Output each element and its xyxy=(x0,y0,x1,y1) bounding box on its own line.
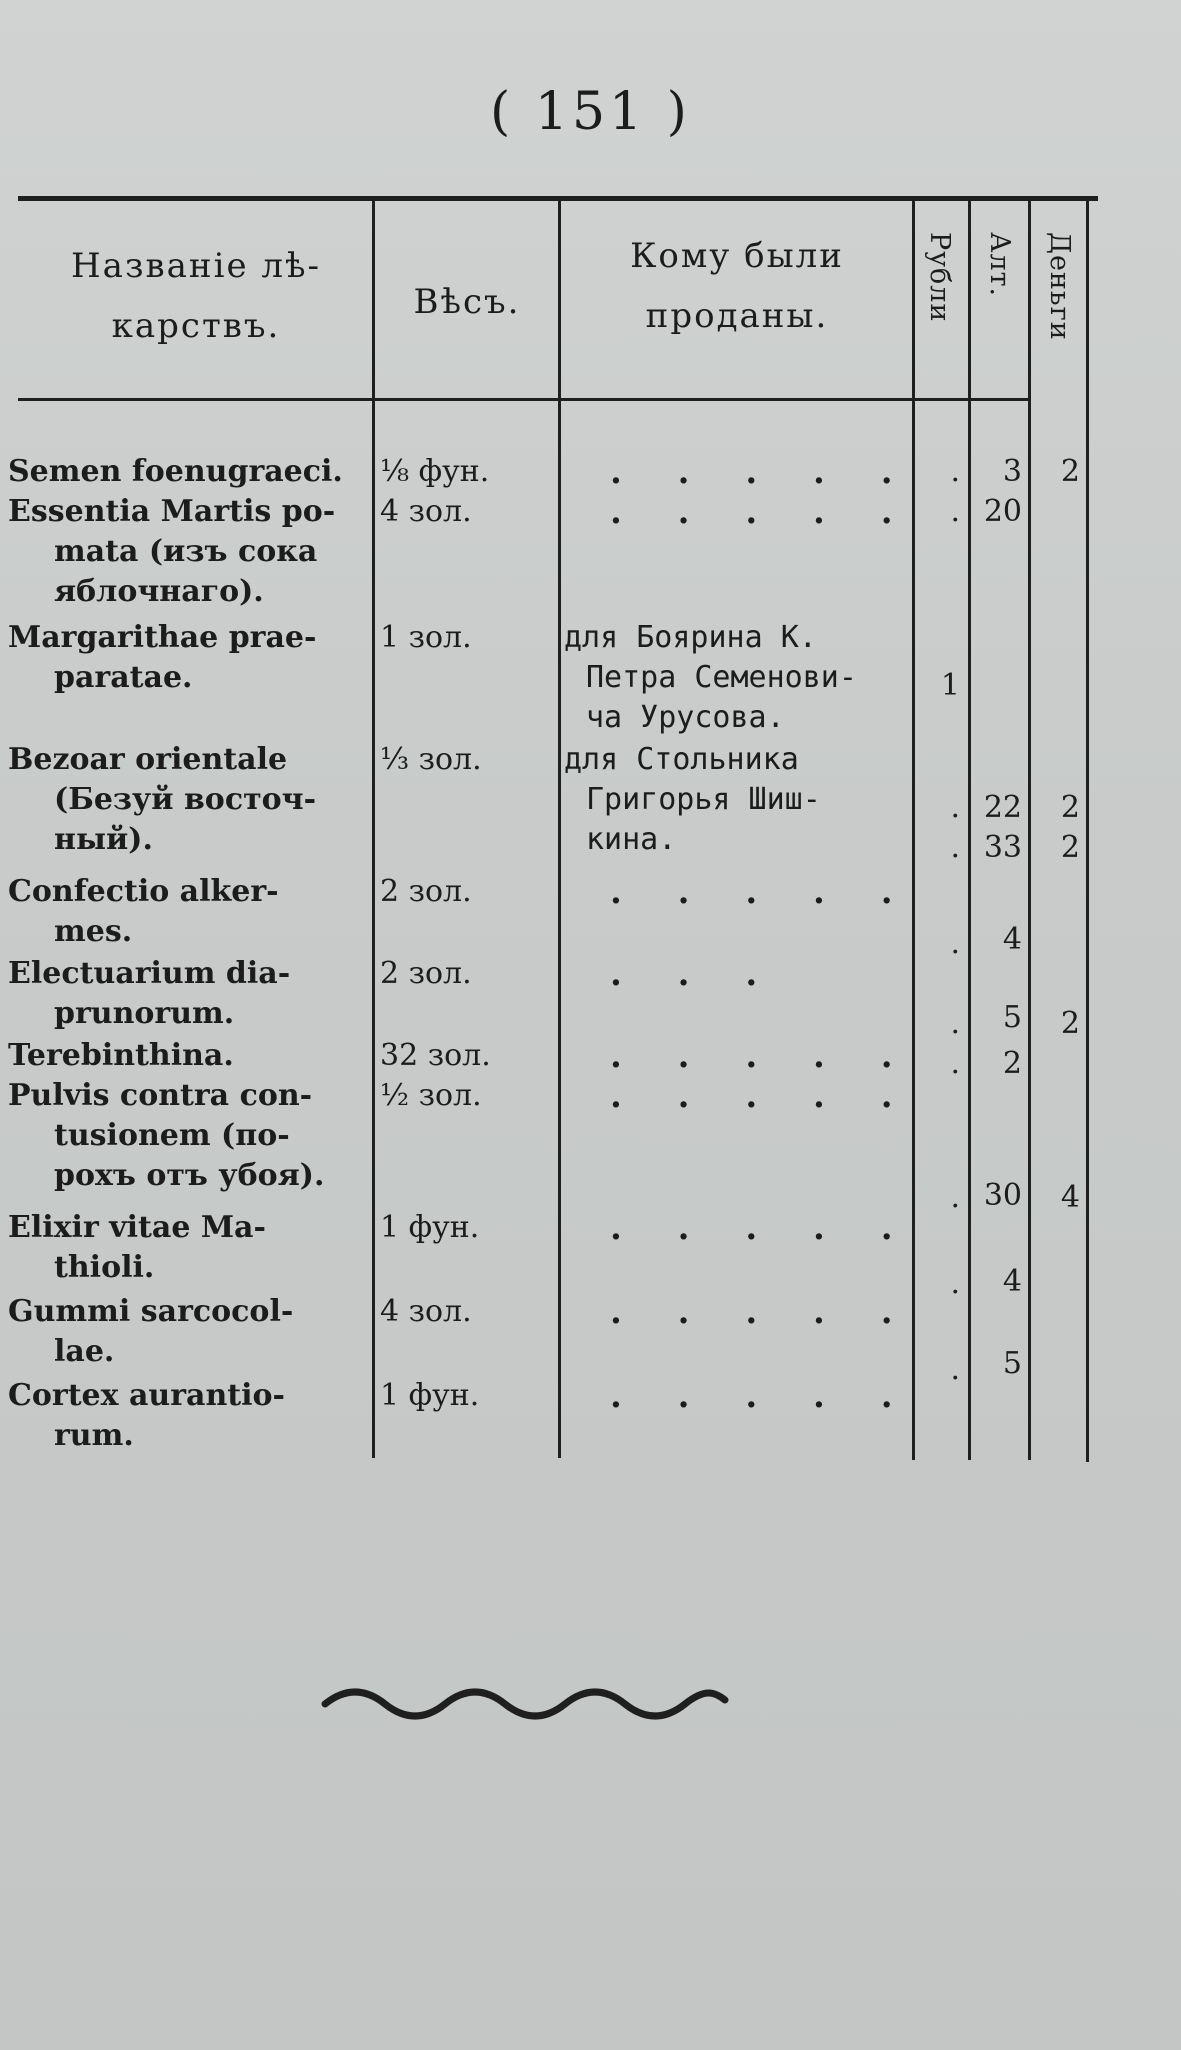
row-9-rubles: . xyxy=(950,1180,960,1215)
column-divider-rubles xyxy=(968,200,971,1460)
row-7-altyn: 5 xyxy=(1002,1000,1022,1035)
column-divider-name xyxy=(372,200,375,1458)
row-10-altyn: 4 xyxy=(1002,1264,1022,1299)
row-3-rubles: 1 xyxy=(940,668,960,703)
header-bottom-rule xyxy=(18,398,1028,401)
row-8-altyn: 2 xyxy=(1002,1046,1022,1081)
page-number: ( 151 ) xyxy=(490,82,691,142)
header-name-line-2: карствъ. xyxy=(111,306,281,346)
row-8-dots: . . . . . xyxy=(610,1076,915,1116)
column-divider-weight xyxy=(558,200,561,1458)
row-6-dots: . . . xyxy=(610,954,780,994)
header-buyer-line-2: проданы. xyxy=(645,296,829,336)
row-3-name: Margarithae prae- paratae. xyxy=(8,620,317,695)
row-9-name: Elixir vitae Ma- thioli. xyxy=(8,1210,266,1285)
row-10-dots: . . . . . xyxy=(610,1292,915,1332)
header-dengi: Деньги xyxy=(1044,232,1075,341)
row-9-weight: 1 фун. xyxy=(380,1210,480,1245)
row-2-rubles: . xyxy=(950,494,960,529)
row-4-name: Bezoar orientale (Безуй восточ- ный). xyxy=(8,742,317,857)
row-11-name: Cortex aurantio- rum. xyxy=(8,1378,285,1453)
row-1-dengi: 2 xyxy=(1060,454,1080,489)
row-5-dengi: 2 xyxy=(1060,830,1080,865)
header-buyer xyxy=(562,226,912,346)
row-4-dengi: 2 xyxy=(1060,790,1080,825)
row-6-rubles: . xyxy=(950,926,960,961)
header-buyer-line-1: Кому были xyxy=(630,236,844,276)
row-8-name: Pulvis contra con- tusionem (по- рохъ отъ убоя). xyxy=(8,1078,325,1193)
column-divider-altyn xyxy=(1028,200,1031,1460)
header-rubles: Рубли xyxy=(924,232,955,323)
row-3-weight: 1 зол. xyxy=(380,620,472,655)
header-weight: Вѣсъ. xyxy=(413,282,521,322)
row-2-altyn: 20 xyxy=(983,494,1022,529)
column-divider-dengi xyxy=(1086,200,1089,1462)
header-name-line-1: Названіе лѣ- xyxy=(71,246,321,286)
row-1-weight: ⅛ фун. xyxy=(380,454,490,489)
row-11-altyn: 5 xyxy=(1002,1346,1022,1381)
row-2-name: Essentia Martis po- mata (изъ сока яблочнаго). xyxy=(8,494,336,609)
row-5-weight: 2 зол. xyxy=(380,874,472,909)
row-3-buyer: для Боярина К. Петра Семенови- ча Урусова. xyxy=(564,620,857,735)
row-7-weight: 32 зол. xyxy=(380,1038,491,1073)
row-4-buyer: для Стольника Григорья Шиш- кина. xyxy=(564,742,821,857)
row-2-weight: 4 зол. xyxy=(380,494,472,529)
row-4-altyn: 22 xyxy=(983,790,1022,825)
row-5-name: Confectio alker- mes. xyxy=(8,874,279,949)
row-10-name: Gummi sarcocol- lae. xyxy=(8,1294,294,1369)
row-4-weight: ⅓ зол. xyxy=(380,742,482,777)
row-7-dengi: 2 xyxy=(1060,1006,1080,1041)
row-10-rubles: . xyxy=(950,1266,960,1301)
row-9-dengi: 4 xyxy=(1060,1180,1080,1215)
row-5-rubles: . xyxy=(950,830,960,865)
row-5-altyn: 33 xyxy=(983,830,1022,865)
row-6-altyn: 4 xyxy=(1002,922,1022,957)
row-1-dots: . . . . . xyxy=(610,452,915,492)
row-5-dots: . . . . . xyxy=(610,872,915,912)
row-11-rubles: . xyxy=(950,1352,960,1387)
row-4-rubles: . xyxy=(950,790,960,825)
row-8-weight: ½ зол. xyxy=(380,1078,482,1113)
ornamental-wave-divider xyxy=(320,1682,730,1722)
row-8-rubles: . xyxy=(950,1046,960,1081)
row-2-dots: . . . . . xyxy=(610,492,915,532)
row-1-altyn: 3 xyxy=(1002,454,1022,489)
header-altyn: Алт. xyxy=(984,232,1015,298)
row-1-name: Semen foenugraeci. xyxy=(8,454,343,489)
row-11-dots: . . . . . xyxy=(610,1376,915,1416)
row-6-name: Electuarium dia- prunorum. xyxy=(8,956,291,1031)
row-7-dots: . . . . . xyxy=(610,1036,915,1076)
row-7-rubles: . xyxy=(950,1006,960,1041)
row-6-weight: 2 зол. xyxy=(380,956,472,991)
header-name xyxy=(20,236,372,356)
row-7-name: Terebinthina. xyxy=(8,1038,234,1073)
row-11-weight: 1 фун. xyxy=(380,1378,480,1413)
row-10-weight: 4 зол. xyxy=(380,1294,472,1329)
row-1-rubles: . xyxy=(950,454,960,489)
row-9-dots: . . . . . xyxy=(610,1208,915,1248)
row-9-altyn: 30 xyxy=(983,1178,1022,1213)
